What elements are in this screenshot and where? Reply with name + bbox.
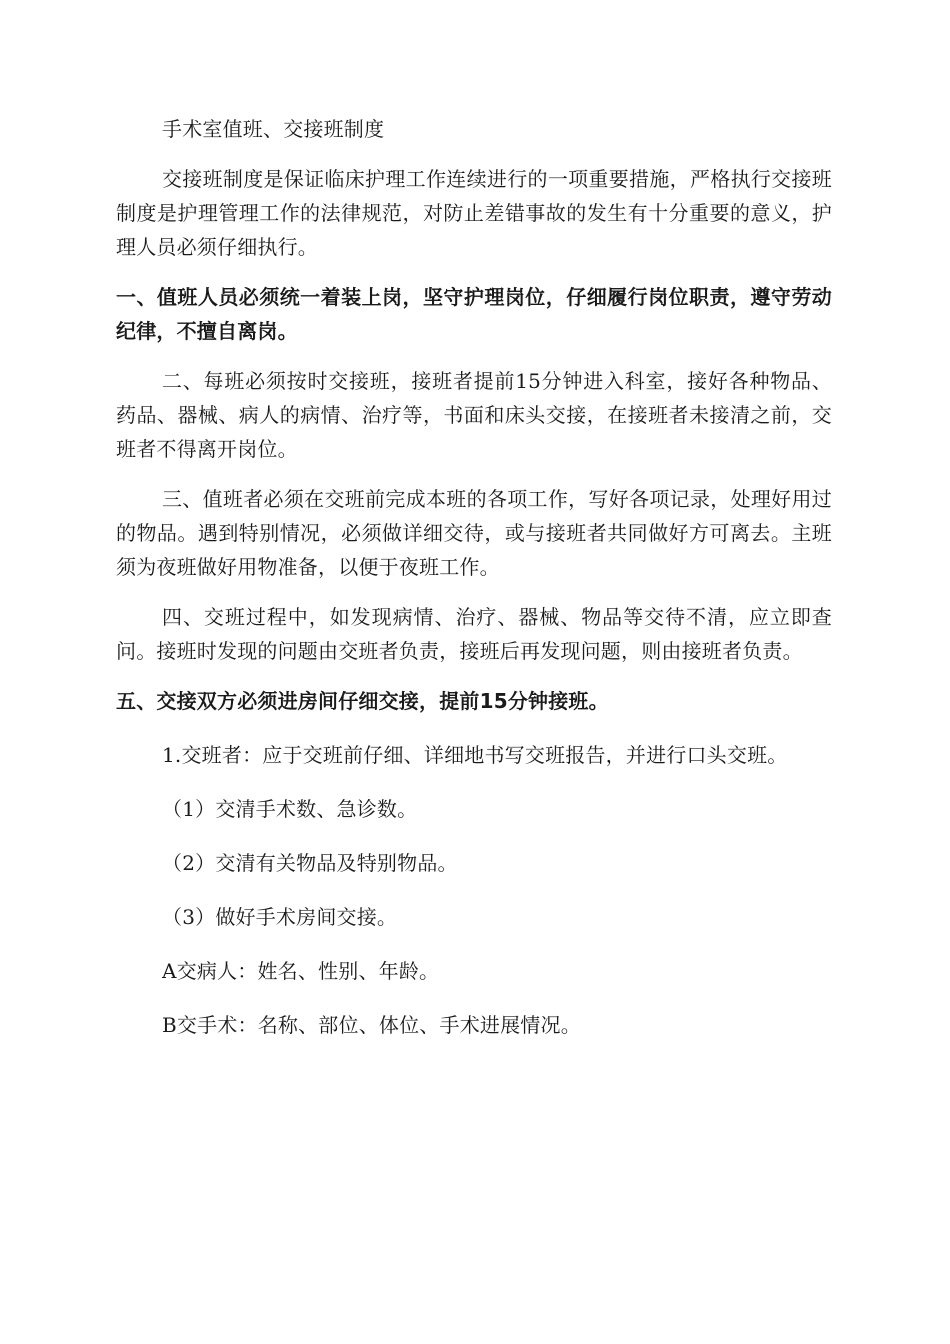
section-2: 二、每班必须按时交接班，接班者提前15分钟进入科室，接好各种物品、药品、器械、病人的病情、治疗等，书面和床头交接，在接班者未接清之前，交班者不得离开岗位。 [116, 369, 832, 461]
sub-item-2: （2）交清有关物品及特别物品。 [162, 851, 458, 875]
section-4: 四、交班过程中，如发现病情、治疗、器械、物品等交待不清，应立即查问。接班时发现的问题由交班者负责，接班后再发现问题，则由接班者负责。 [116, 605, 832, 663]
document-page [116, 112, 832, 1042]
item-1: 1.交班者：应于交班前仔细、详细地书写交班报告，并进行口头交班。 [162, 743, 788, 767]
section-1: 一、值班人员必须统一着装上岗，坚守护理岗位，仔细履行岗位职责，遵守劳动纪律，不擅自离岗。 [116, 285, 832, 343]
intro-paragraph: 交接班制度是保证临床护理工作连续进行的一项重要措施，严格执行交接班制度是护理管理工作的法律规范，对防止差错事故的发生有十分重要的意义，护理人员必须仔细执行。 [116, 167, 832, 259]
sub-item-3: （3）做好手术房间交接。 [162, 905, 398, 929]
section-3: 三、值班者必须在交班前完成本班的各项工作，写好各项记录，处理好用过的物品。遇到特别情况，必须做详细交待，或与接班者共同做好方可离去。主班须为夜班做好用物准备，以便于夜班工作。 [116, 487, 832, 579]
document-title: 手术室值班、交接班制度 [162, 117, 385, 141]
item-b: B交手术：名称、部位、体位、手术进展情况。 [162, 1013, 581, 1037]
item-a: A交病人：姓名、性别、年龄。 [162, 959, 440, 983]
sub-item-1: （1）交清手术数、急诊数。 [162, 797, 418, 821]
section-5: 五、交接双方必须进房间仔细交接，提前15分钟接班。 [116, 689, 609, 713]
